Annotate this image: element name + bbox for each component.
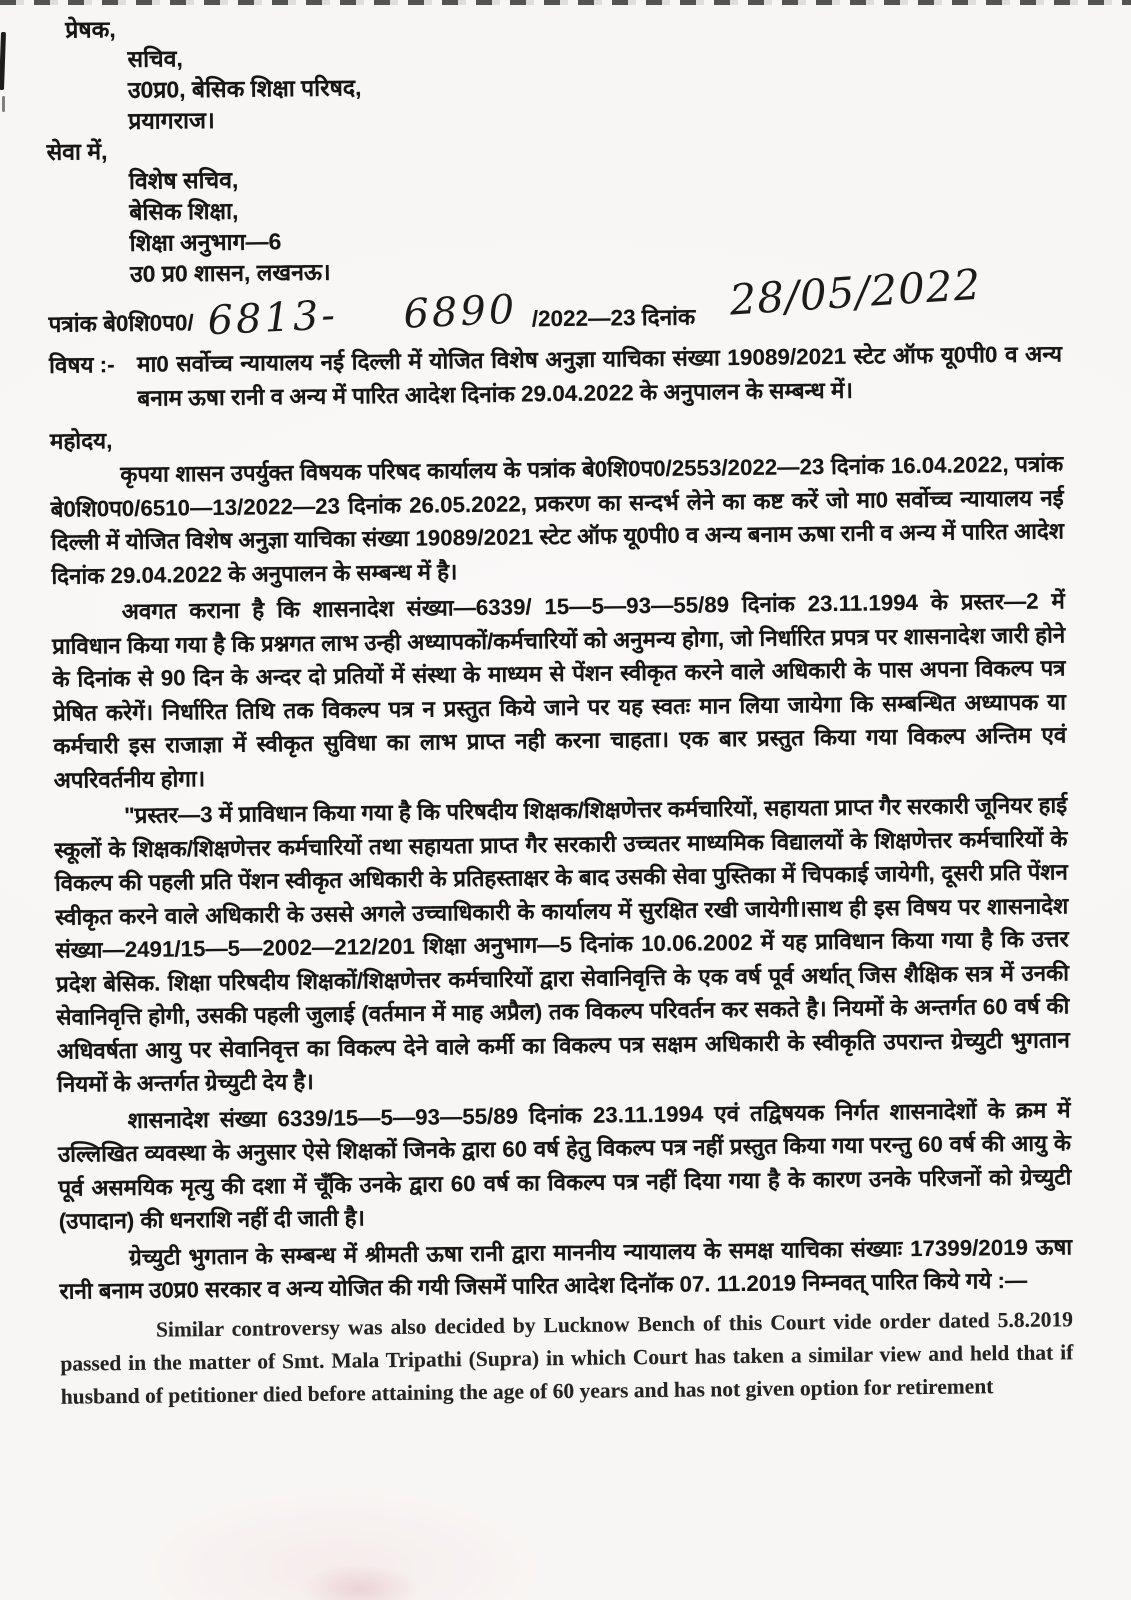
recipient-label: सेवा में, [46, 138, 108, 165]
salutation: महोदय, [49, 428, 113, 454]
body-paragraph-1: कृपया शासन उपर्युक्त विषयक परिषद कार्यालय के पत्रांक बे0शि0प0/2553/2022—23 दिनांक 16.04.2022, पत्रांक बे0शि0प0/6510—13/2022—23 दिनांक 26.05.2022, प्रकरण का सन्दर्भ लेने का कष्ट करें जो मा0 सर्वोच्च न्यायालय नई दिल्ली में योजित विशेष अनुज्ञा याचिका संख्या 19089/2021 स्टेट ऑफ यू0पी0 व अन्य बनाम ऊषा रानी व अन्य में पारित आदेश दिनांक 29.04.2022 के अनुपालन के सम्बन्ध में है। [50, 451, 1065, 589]
sender-block [45, 4, 1059, 137]
sender-line: उ0प्र0, बेसिक शिक्षा परिषद, [127, 74, 362, 103]
recipient-line: उ0 प्र0 शासन, लखनऊ। [129, 258, 331, 287]
subject-text: मा0 सर्वोच्च न्यायालय नई दिल्ली में योजित विशेष अनुज्ञा याचिका संख्या 19089/2021 स्टेट ऑफ यू0पी0 व अन्य बनाम ऊषा रानी व अन्य में पारित आदेश दिनांक 29.04.2022 के अनुपालन के सम्बन्ध में। [136, 341, 1063, 411]
subject-block [49, 337, 1063, 416]
handwritten-date: 28/05/2022 [727, 259, 983, 325]
handwritten-letter-number-start: 6813- [206, 292, 339, 345]
recipient-line: शिक्षा अनुभाग—6 [129, 228, 282, 256]
body-paragraph-4: शासनादेश संख्या 6339/15—5—93—55/89 दिनांक 23.11.1994 एवं तद्विषयक निर्गत शासनादेशों के क्रम में उल्लिखित व्यवस्था के अनुसार ऐसे शिक्षकों जिनके द्वारा 60 वर्ष हेतु विकल्प पत्र नहीं प्रस्तुत किया गया परन्तु 60 वर्ष की आयु के पूर्व असमयिक मृत्यु की दशा में चूँकि उनके द्वारा 60 वर्ष का विकल्प पत्र नहीं दिया गया है के कारण उनके परिजनों को ग्रेच्युटी (उपादान) की धनराशि नहीं दी जाती है। [57, 1096, 1072, 1234]
sender-label: प्रेषक, [65, 16, 116, 43]
reference-middle: /2022—23 दिनांक [531, 304, 696, 332]
scan-smudge-artifact [300, 1564, 420, 1600]
subject-label: विषय :- [48, 352, 115, 378]
sender-line: सचिव, [127, 45, 184, 72]
reference-prefix: पत्रांक बे0शि0प0/ [48, 310, 194, 337]
english-court-quote-paragraph: Similar controversy was also decided by Lucknow Bench of this Court vide order dated 5.8.2019 passed in the matter of Smt. Mala Tripathi (Supra) in which Court has taken a similar view and held that if husband of petitioner died before attaining the age of 60 years and has not given option for retirement [60, 1306, 1074, 1409]
body-paragraph-3: "प्रस्तर—3 में प्राविधान किया गया है कि परिषदीय शिक्षक/शिक्षणेत्तर कर्मचारियों, सहायता प्राप्त गैर सरकारी जूनियर हाई स्कूलों के शिक्षक/शिक्षणेत्तर कर्मचारियों तथा सहायता प्राप्त गैर सरकारी उच्चतर माध्यमिक विद्यालयों के शिक्षणेत्तर कर्मचारियों के विकल्प की पहली प्रति पेंशन स्वीकृत अधिकारी के प्रतिहस्ताक्षर के बाद उसकी सेवा पुस्तिका में चिपकाई जायेगी, दूसरी प्रति पेंशन स्वीकृत करने वाले अधिकारी के उससे अगले उच्चाधिकारी के कार्यालय में सुरक्षित रखी जायेगी।साथ ही इस विषय पर शासनादेश संख्या—2491/15—5—2002—212/201 शिक्षा अनुभाग—5 दिनांक 10.06.2002 में यह प्राविधान किया गया है कि उत्तर प्रदेश बेसिक. शिक्षा परिषदीय शिक्षकों/शिक्षणेत्तर कर्मचारियों द्वारा सेवानिवृत्ति के एक वर्ष पूर्व अर्थात् जिस शैक्षिक सत्र में उनकी सेवानिवृत्ति होगी, उसकी पहली जुलाई (वर्तमान में माह अप्रैल) तक विकल्प परिवर्तन कर सकते है। नियमों के अन्तर्गत 60 वर्ष की अधिवर्षता आयु पर सेवानिवृत्त का विकल्प देने वाले कर्मी का विकल्प पत्र सक्षम अधिकारी के स्वीकृति उपरान्त ग्रेच्युटी भुगतान नियमों के अन्तर्गत ग्रेच्युटी देय है। [54, 792, 1070, 1097]
body-paragraph-2: अवगत कराना है कि शासनादेश संख्या—6339/ 15—5—93—55/89 दिनांक 23.11.1994 के प्रस्तर—2 में प्राविधान किया गया है कि प्रश्नगत लाभ उन्ही अध्यापकों/कर्मचारियों को अनुमन्य होगा, जो निर्धारित प्रपत्र पर शासनादेश जारी होने के दिनांक से 90 दिन के अन्दर दो प्रतियों में संस्था के माध्यम से पेंशन स्वीकृत करने वाले अधिकारी के पास अपना विकल्प पत्र प्रेषित करेगें। निर्धारित तिथि तक विकल्प पत्र न प्रस्तुत किये जाने पर यह स्वतः मान लिया जायेगा कि सम्बन्धित अध्यापक या कर्मचारी इस राजाज्ञा में स्वीकृत सुविधा का लाभ प्राप्त नही करना चाहता। एक बार प्रस्तुत किया गया विकल्प अन्तिम एवं अपरिवर्तनीय होगा। [52, 588, 1067, 793]
recipient-line: बेसिक शिक्षा, [129, 197, 239, 225]
handwritten-letter-number-end: 6890 [402, 286, 519, 338]
recipient-line: विशेष सचिव, [128, 166, 239, 194]
body-paragraph-5: ग्रेच्युटी भुगतान के सम्बन्ध में श्रीमती ऊषा रानी द्वारा माननीय न्यायालय के समक्ष याचिका संख्याः 17399/2019 ऊषा रानी बनाम उ0प्र0 सरकार व अन्य योजित की गयी जिसमें पारित आदेश दिनॉक 07. 11.2019 निम्नवत् पारित किये गये :— [59, 1233, 1073, 1304]
sender-line: प्रयागराज। [128, 106, 215, 134]
